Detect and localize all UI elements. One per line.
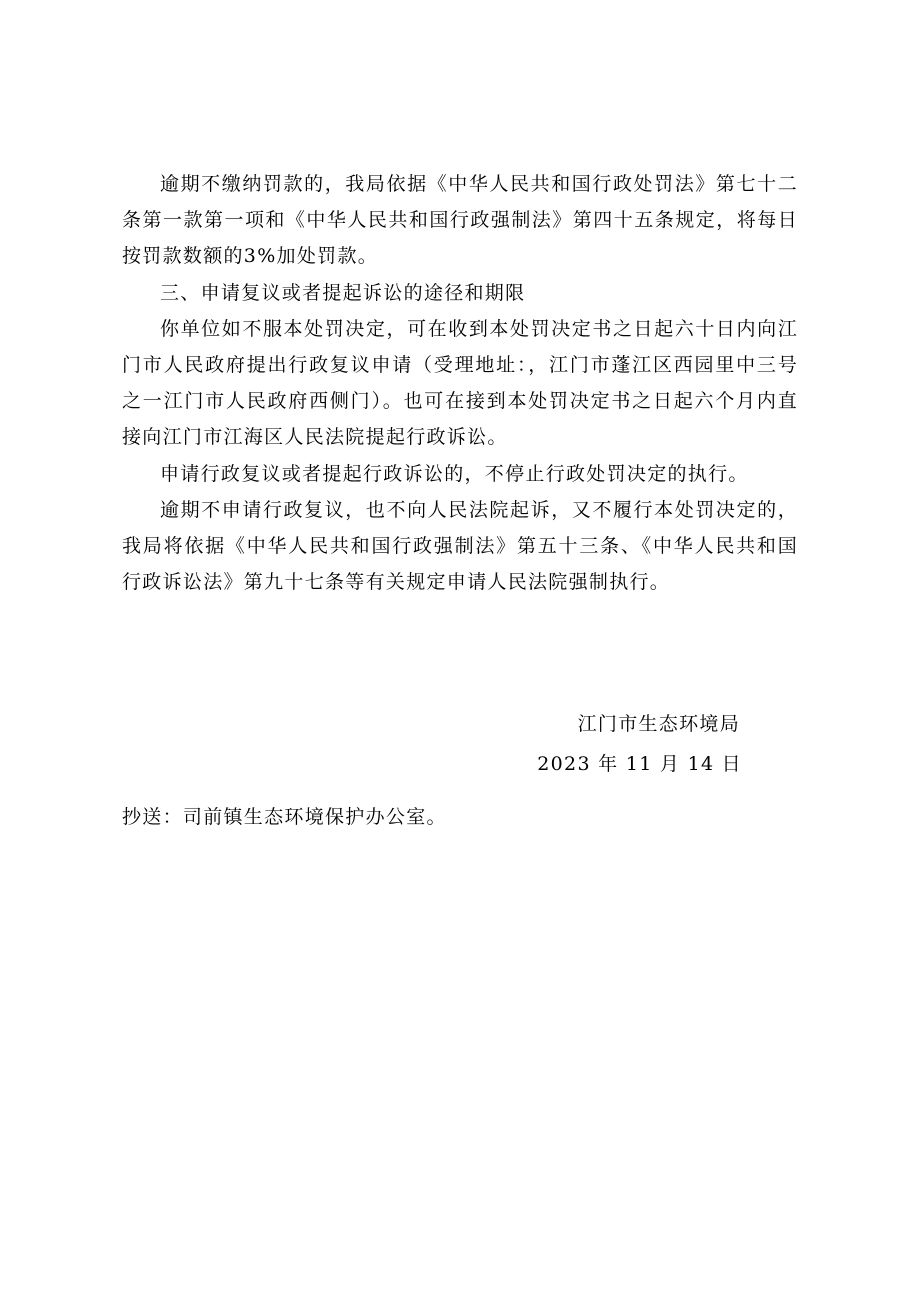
- section-heading-appeal: 三、申请复议或者提起诉讼的途径和期限: [160, 281, 526, 304]
- document-body: [122, 166, 798, 600]
- paragraph-no-suspension: 申请行政复议或者提起行政诉讼的，不停止行政处罚决定的执行。: [160, 462, 749, 485]
- signature-block: [537, 704, 740, 784]
- paragraph-appeal-options: 你单位如不服本处罚决定，可在收到本处罚决定书之日起六十日内向江门市人民政府提出行政复议申请（受理地址：，江门市蓬江区西园里中三号之一江门市人民政府西侧门）。也可在接到本处罚决定书之日起六个月内直接向江门市江海区人民法院提起行政诉讼。: [122, 317, 798, 449]
- signature-organization: 江门市生态环境局: [577, 713, 740, 735]
- signature-date: 2023 年 11 月 14 日: [537, 753, 742, 775]
- cc-line: 抄送：司前镇生态环境保护办公室。: [122, 806, 447, 828]
- paragraph-enforcement: 逾期不申请行政复议，也不向人民法院起诉，又不履行本处罚决定的，我局将依据《中华人民共和国行政强制法》第五十三条、《中华人民共和国行政诉讼法》第九十七条等有关规定申请人民法院强制执行。: [122, 498, 798, 594]
- paragraph-overdue-penalty: 逾期不缴纳罚款的，我局依据《中华人民共和国行政处罚法》第七十二条第一款第一项和《中华人民共和国行政强制法》第四十五条规定，将每日按罚款数额的3%加处罚款。: [122, 173, 798, 268]
